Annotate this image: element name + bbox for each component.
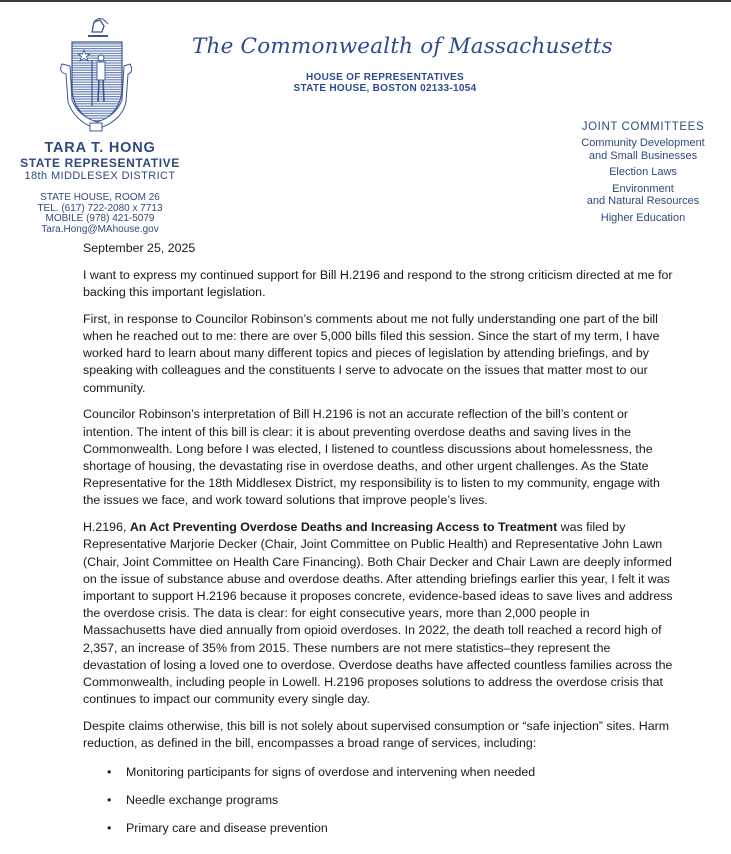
harm-reduction-list: [83, 764, 673, 837]
sender-title: STATE REPRESENTATIVE: [20, 156, 180, 170]
bill-title: An Act Preventing Overdose Deaths and Increasing Access to Treatment: [129, 520, 558, 535]
committee-item: [568, 166, 718, 179]
bullet-icon: •: [107, 793, 112, 808]
list-item: [83, 792, 673, 809]
letter-body: [83, 240, 673, 837]
sender-mobile: MOBILE (978) 421-5079: [45, 213, 155, 224]
list-item-text: Needle exchange programs: [126, 793, 279, 808]
letter-paragraph: [83, 519, 673, 708]
page-top-border: [0, 0, 731, 2]
sender-name: TARA T. HONG: [44, 140, 156, 156]
committee-item: [568, 212, 718, 225]
bullet-icon: •: [107, 765, 112, 780]
sender-phone: TEL. (617) 722-2080 x 7713: [37, 202, 163, 214]
sender-contact: [0, 193, 200, 235]
paragraph-text: was filed by Representative Marjorie Decker (Chair, Joint Committee on Public Health) and Representative John Lawn (Chair, Joint Committee on Health Care Financing). Both Chair Decker and Chair Lawn are deeply informed on the issue of substance abuse and overdose deaths. After attending briefings earlier this year, I felt it was important to support H.2196 because it proposes concrete, evidence-based ideas to save lives and address the overdose crisis. The data is clear: for eight consecutive years, more than 2,000 people in Massachusetts have died annually from opioid overdoses. In 2022, the death toll reached a record high of 2,357, an increase of 35% from 2015. These numbers are not mere statistics–they represent the devastation of losing a loved one to overdose. Overdose deaths have affected countless families across the Commonwealth, including people in Lowell. H.2196 proposes solutions to address the overdose crisis that continues to impact our community every single day.: [83, 520, 673, 707]
sender-office: STATE HOUSE, ROOM 26: [40, 192, 160, 203]
letter-paragraph: I want to express my continued support for Bill H.2196 and respond to the strong criticism directed at me for backing this important legislation.: [83, 267, 673, 299]
letter-paragraph: First, in response to Councilor Robinson’s comments about me not fully understanding one part of the bill when he reached out to me: there are over 5,000 bills filed this session. Since the start of my term, I have worked hard to learn about many different topics and pieces of legislation by attending briefings, and by speaking with colleagues and the constituents I serve to advocate on the issues that matter most to our community.: [83, 311, 660, 395]
committee-line: Higher Education: [600, 211, 686, 224]
list-item-text: Monitoring participants for signs of overdose and intervening when needed: [126, 765, 536, 780]
sender-district: 18th MIDDLESEX DISTRICT: [24, 170, 176, 182]
massachusetts-seal-icon: [54, 12, 138, 134]
committee-line: Environment: [612, 182, 674, 195]
committee-line: and Natural Resources: [586, 195, 700, 207]
committee-line: Community Development: [581, 137, 705, 149]
bill-number: H.2196,: [83, 520, 130, 535]
letter-paragraph: Councilor Robinson’s interpretation of Bill H.2196 is not an accurate reflection of the bill’s content or intention. The intent of this bill is clear: it is about preventing overdose deaths and saving lives in the Commonwealth. Long before I was elected, I listened to countless discussions about homelessness, the shortage of housing, the devastating rise in overdose deaths, and other urgent challenges. As the State Representative for the 18th Middlesex District, my responsibility is to listen to my community, engage with the issues we face, and work toward solutions that improve people’s lives.: [83, 407, 660, 508]
list-item: [83, 764, 673, 781]
sender-email: Tara.Hong@MAhouse.gov: [41, 223, 159, 235]
letter-paragraph: Despite claims otherwise, this bill is not solely about supervised consumption or “safe injection” sites. Harm reduction, as defined in the bill, encompasses a broad range of services, including:: [83, 719, 670, 751]
list-item: [83, 820, 673, 837]
letter-date: September 25, 2025: [83, 241, 196, 255]
committees-heading: JOINT COMMITTEES: [581, 121, 705, 133]
sender-block: [0, 140, 200, 235]
committee-item: [568, 183, 718, 208]
committee-item: [568, 137, 718, 162]
committee-line: Election Laws: [609, 166, 677, 178]
state-house-address-line: STATE HOUSE, BOSTON 02133-1054: [293, 83, 477, 94]
letterhead-commonwealth-title: The Commonwealth of Massachusetts: [192, 34, 613, 59]
bullet-icon: •: [107, 821, 112, 836]
joint-committees-block: [568, 120, 718, 228]
list-item-text: Primary care and disease prevention: [126, 821, 328, 836]
committee-line: and Small Businesses: [588, 149, 698, 162]
house-of-representatives-line: HOUSE OF REPRESENTATIVES: [306, 72, 464, 83]
letterhead-house-address: [240, 72, 530, 94]
